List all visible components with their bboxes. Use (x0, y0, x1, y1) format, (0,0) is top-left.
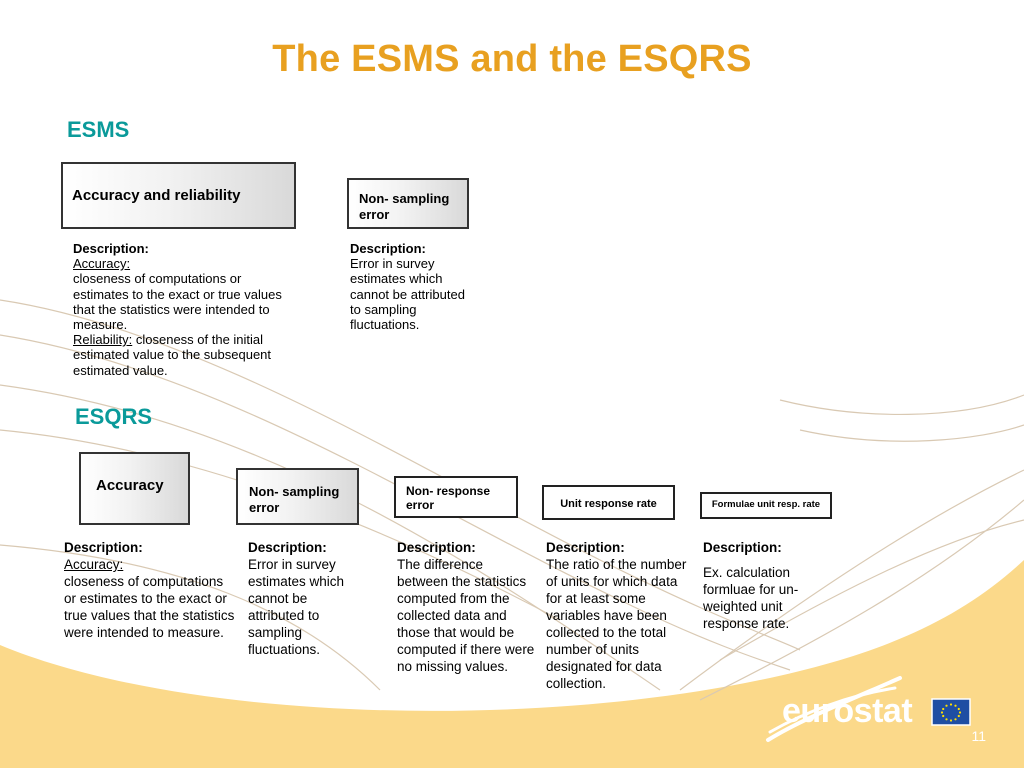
esms-non-sampling-error-box (347, 178, 469, 229)
esqrs-description-4 (546, 539, 691, 692)
esqrs-heading: ESQRS (75, 404, 153, 429)
swoosh-line (780, 395, 1024, 414)
box-label: Accuracy and reliability (72, 187, 241, 204)
esqrs-description-2 (248, 539, 366, 658)
reliability-text: closeness of the initial estimated value to the subsequent estimated value. (73, 332, 272, 378)
description-text: The difference between the statistics computed from the collected data and those that would be computed if there were no missing values. (397, 557, 535, 674)
box-label: Formulae unit resp. rate (711, 499, 821, 510)
reliability-label: Reliability: (73, 332, 133, 348)
esms-description-1 (73, 241, 283, 378)
description-label: Description: (703, 540, 782, 555)
swoosh-line (800, 425, 1024, 441)
description-text: The ratio of the number of units for which data for at least some variables have been collected to the total number of units designated for data collection. (546, 557, 687, 691)
esqrs-accuracy-box (79, 452, 190, 525)
accuracy-text: closeness of computations or estimates to the exact or true values that the statistics were intended to measure. (73, 271, 282, 333)
box-label: Unit response rate (560, 498, 657, 510)
box-label: Non- response error (406, 484, 491, 512)
esqrs-description-3 (397, 539, 535, 675)
description-text: closeness of computations or estimates to the exact or true values that the statistics were intended to measure. (64, 574, 235, 640)
esqrs-description-1 (64, 539, 236, 641)
box-label: Non- sampling error (249, 484, 340, 515)
description-label: Description: (64, 540, 143, 555)
description-label: Description: (546, 540, 625, 555)
description-label: Description: (397, 540, 476, 555)
description-text: Error in survey estimates which cannot be attributed to sampling fluctuations. (248, 557, 345, 657)
slide-title: The ESMS and the ESQRS (272, 38, 752, 80)
description-label: Description: (73, 241, 149, 256)
description-text: Ex. calculation formluae for un-weighted unit response rate. (703, 565, 799, 631)
box-label: Non- sampling error (359, 191, 450, 222)
esqrs-non-sampling-error-box (236, 468, 359, 525)
esqrs-unit-response-rate-box (542, 485, 675, 520)
accuracy-label: Accuracy: (64, 557, 124, 572)
esms-heading: ESMS (67, 117, 130, 142)
page-number: 11 (971, 728, 986, 744)
description-text: Error in survey estimates which cannot be attributed to sampling fluctuations. (350, 256, 465, 333)
esqrs-description-5 (703, 539, 818, 632)
eurostat-logo: eurostat (782, 692, 913, 730)
esqrs-formulae-unit-resp-rate-box (700, 492, 832, 519)
description-label: Description: (248, 540, 327, 555)
esms-accuracy-reliability-box (61, 162, 296, 229)
box-label: Accuracy (96, 477, 164, 494)
description-label: Description: (350, 241, 426, 256)
esqrs-non-response-error-box (394, 476, 518, 518)
accuracy-label: Accuracy: (73, 256, 131, 272)
esms-description-2 (350, 241, 468, 332)
reliability-line (73, 332, 283, 378)
